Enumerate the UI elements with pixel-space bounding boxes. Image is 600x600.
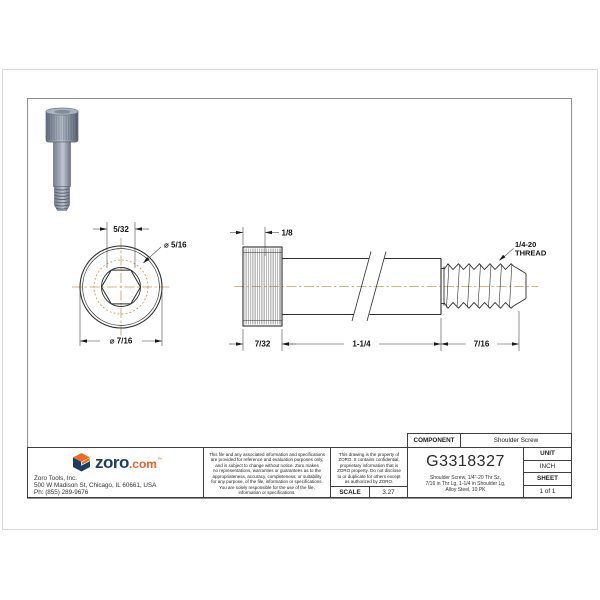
company-street: 500 W Madison St, Chicago, IL 60661, USA [34,482,157,490]
thread-spec-line2: THREAD [515,248,547,258]
front-view [72,238,170,336]
component-value: Shoulder Screw [493,437,539,444]
zoro-logo [34,451,199,473]
unit-value: INCH [524,461,571,474]
sheet-label: SHEET [524,473,571,486]
dimension-head-height [229,329,296,351]
render-shoulder [54,142,71,187]
dimension-thread-length [441,311,519,351]
disclaimer-cell [203,447,331,498]
logo-tld: .com [128,456,157,471]
shoulder-diameter-label: ⌀ 5/16 [164,240,187,250]
logo-trademark: ™ [156,457,162,463]
socket-depth-label: 1/8 [281,228,293,238]
product-render-3d [46,108,78,211]
dimension-socket-depth [230,227,293,256]
scale-row [331,486,407,497]
product-description: Shoulder Screw, 1/4"-20 Thr Sz, 7/16 in Thr Lg, 1-1/4 in Shoulder Lg, Alloy Steel, 10 PK [425,475,506,494]
head-height-label: 7/32 [254,339,271,349]
component-main-cell [407,447,572,498]
company-info-cell [27,447,204,498]
head-diameter-label: ⌀ 7/16 [109,336,133,346]
unit-sheet-column [524,448,571,497]
zoro-cube-icon [71,452,92,473]
disclaimer-text: This file and any associated information and specifications are provided for reference and evaluation purposes only, and is subject to change without notice. Zoro makes no representations, warranties or guarantees as to the appropriateness, accuracy, completeness, or suitability for any purpose, of the file, information or specifications. You are solely responsible for the use of the file, information or specifications. [208,451,326,495]
property-notice-text: This drawing is the property of ZORO. It contains confidential, proprietary information that is ZORO property. Do not disclose to or duplicate for others except as authorized by ZORO. [337,451,401,484]
thread-profile [441,264,526,308]
dimension-shoulder-length [282,318,441,351]
socket-size-label: 5/32 [113,224,129,234]
unit-label: UNIT [524,448,571,461]
shoulder-length-label: 1-1/4 [352,339,371,349]
side-view [234,247,538,326]
company-address [34,475,199,497]
company-phone: Ph: (855) 289-9676 [34,489,89,497]
component-label: COMPONENT [408,434,461,447]
annotation-thread-spec [499,240,547,261]
scale-value: 3.27 [382,488,395,496]
sheet-value: 1 of 1 [539,487,556,495]
sku-area [408,448,524,497]
property-notice-cell [330,447,408,498]
company-name: Zoro Tools, Inc. [34,475,77,482]
render-socket [55,110,71,114]
logo-word: zoro [95,452,129,472]
dimension-shoulder-diameter [143,241,187,264]
thread-spec-line1: 1/4-20 [515,240,537,249]
thread-length-label: 7/16 [473,339,490,349]
component-header-row [407,433,572,448]
scale-label: SCALE [331,487,370,497]
sku-number: G3318327 [426,453,505,470]
